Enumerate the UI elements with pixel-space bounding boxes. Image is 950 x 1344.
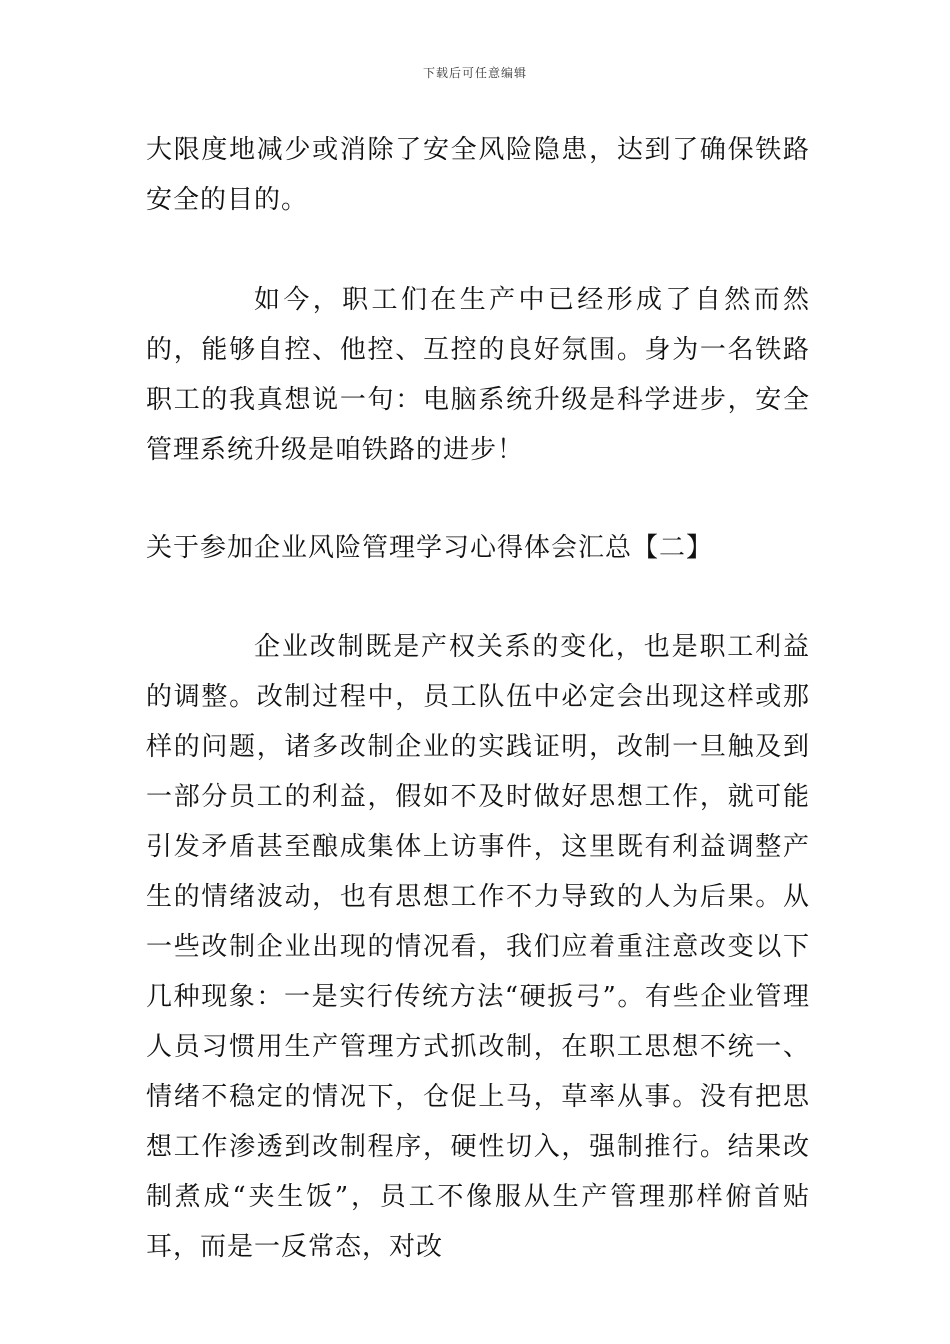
paragraph-block (146, 275, 810, 475)
paragraph-enterprise-reform: 企业改制既是产权关系的变化，也是职工利益的调整。改制过程中，员工队伍中必定会出现这样或那样的问题，诸多改制企业的实践证明，改制一旦触及到一部分员工的利益，假如不及时做好思想工作，就可能引发矛盾甚至酿成集体上访事件，这里既有利益调整产生的情绪波动，也有思想工作不力导致的人为后果。从一些改制企业出现的情况看，我们应着重注意改变以下几种现象：一是实行传统方法“硬扳弓”。有些企业管理人员习惯用生产管理方式抓改制，在职工思想不统一、情绪不稳定的情况下，仓促上马，草率从事。没有把思想工作渗透到改制程序，硬性切入，强制推行。结果改制煮成“夹生饭”，员工不像服从生产管理那样俯首贴耳，而是一反常态，对改 (146, 632, 810, 1262)
section-heading-block (146, 523, 810, 573)
section-heading: 关于参加企业风险管理学习心得体会汇总【二】 (146, 533, 714, 563)
header-note: 下载后可任意编辑 (422, 66, 527, 80)
paragraph-continuation-block (146, 125, 810, 225)
paragraph-railway-safety: 如今，职工们在生产中已经形成了自然而然的，能够自控、他控、互控的良好氛围。身为一名铁路职工的我真想说一句：电脑系统升级是科学进步，安全管理系统升级是咱铁路的进步！ (146, 285, 810, 465)
paragraph-continuation: 大限度地减少或消除了安全风险隐患，达到了确保铁路安全的目的。 (146, 135, 810, 215)
paragraph-block (146, 622, 810, 1272)
